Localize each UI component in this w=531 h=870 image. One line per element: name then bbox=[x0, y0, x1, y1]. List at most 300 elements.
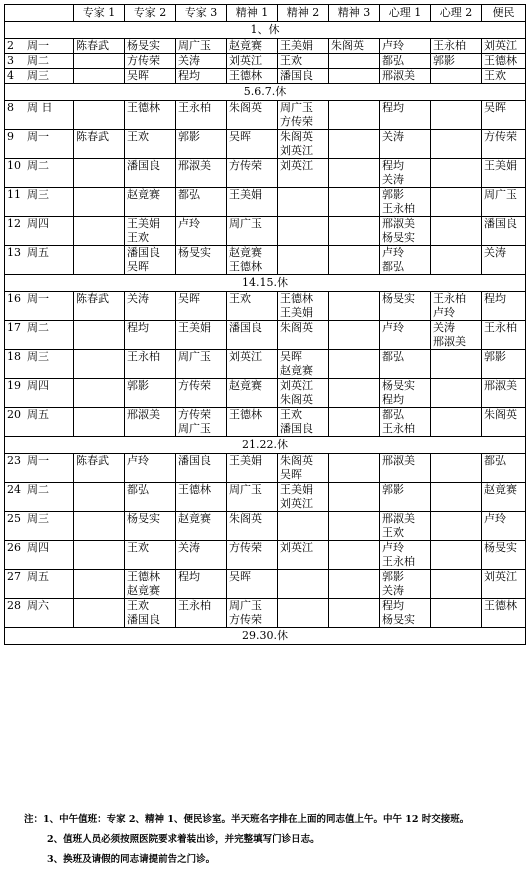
staff-name: 都弘 bbox=[382, 54, 404, 67]
duty-cell bbox=[176, 599, 227, 628]
weekday: 周一 bbox=[27, 130, 49, 143]
staff-name: 卢玲 bbox=[178, 217, 200, 230]
weekday: 周一 bbox=[27, 39, 49, 52]
staff-name: 吴晖 bbox=[280, 350, 302, 363]
staff-name: 吴晖 bbox=[127, 260, 149, 273]
duty-cell bbox=[125, 379, 176, 408]
date-number: 8 bbox=[7, 101, 14, 114]
duty-cell bbox=[278, 54, 329, 69]
duty-cell bbox=[431, 54, 482, 69]
staff-name: 王欢 bbox=[382, 526, 404, 539]
date-cell bbox=[5, 188, 74, 217]
duty-cell bbox=[278, 570, 329, 599]
staff-name: 刘英江 bbox=[280, 144, 313, 157]
staff-name: 王欢 bbox=[280, 408, 302, 421]
duty-cell bbox=[329, 512, 380, 541]
staff-name: 王永柏 bbox=[382, 555, 415, 568]
day-row bbox=[5, 570, 526, 599]
duty-cell bbox=[74, 54, 125, 69]
header-column: 精神 3 bbox=[329, 5, 380, 22]
duty-cell bbox=[482, 188, 526, 217]
staff-name: 关涛 bbox=[178, 54, 200, 67]
duty-cell bbox=[482, 246, 526, 275]
staff-name: 都弘 bbox=[484, 454, 506, 467]
staff-name: 王德林 bbox=[127, 570, 160, 583]
duty-cell bbox=[74, 188, 125, 217]
staff-name: 周广玉 bbox=[178, 39, 211, 52]
note-1: 注：1、中午值班：专家 2、精神 1、便民诊室。半天班名字排在上面的同志值上午。中午 12 时交接班。 bbox=[24, 814, 470, 825]
duty-cell bbox=[227, 54, 278, 69]
date-cell bbox=[5, 101, 74, 130]
duty-cell bbox=[329, 570, 380, 599]
weekday: 周三 bbox=[27, 69, 49, 82]
staff-name: 潘国良 bbox=[484, 217, 517, 230]
date-number: 11 bbox=[7, 188, 21, 201]
duty-cell bbox=[329, 541, 380, 570]
weekday: 周二 bbox=[27, 54, 49, 67]
duty-cell bbox=[380, 159, 431, 188]
weekday: 周三 bbox=[27, 188, 49, 201]
date-cell bbox=[5, 379, 74, 408]
duty-cell bbox=[125, 321, 176, 350]
duty-cell bbox=[125, 599, 176, 628]
date-number: 20 bbox=[7, 408, 21, 421]
duty-cell bbox=[125, 159, 176, 188]
date-number: 27 bbox=[7, 570, 21, 583]
staff-name: 周广玉 bbox=[178, 350, 211, 363]
staff-name: 朱阁英 bbox=[484, 408, 517, 421]
staff-name: 吴晖 bbox=[229, 130, 251, 143]
date-cell bbox=[5, 39, 74, 54]
staff-name: 王美娟 bbox=[127, 217, 160, 230]
duty-cell bbox=[329, 350, 380, 379]
date-number: 16 bbox=[7, 292, 21, 305]
header-row bbox=[5, 5, 526, 22]
header-column: 精神 1 bbox=[227, 5, 278, 22]
duty-cell bbox=[278, 292, 329, 321]
staff-name: 王德林 bbox=[229, 408, 262, 421]
duty-cell bbox=[278, 454, 329, 483]
header-column: 心理 2 bbox=[431, 5, 482, 22]
date-number: 24 bbox=[7, 483, 21, 496]
day-row bbox=[5, 39, 526, 54]
duty-cell bbox=[227, 350, 278, 379]
staff-name: 王欢 bbox=[127, 231, 149, 244]
staff-name: 周广玉 bbox=[229, 483, 262, 496]
staff-name: 朱阁英 bbox=[331, 39, 364, 52]
date-number: 12 bbox=[7, 217, 21, 230]
staff-name: 邢淑美 bbox=[382, 512, 415, 525]
staff-name: 王永柏 bbox=[433, 39, 466, 52]
weekday: 周二 bbox=[27, 321, 49, 334]
duty-cell bbox=[227, 321, 278, 350]
duty-cell bbox=[380, 570, 431, 599]
staff-name: 王永柏 bbox=[178, 599, 211, 612]
duty-cell bbox=[431, 541, 482, 570]
duty-cell bbox=[125, 292, 176, 321]
duty-cell bbox=[176, 69, 227, 84]
staff-name: 邢淑美 bbox=[127, 408, 160, 421]
day-row bbox=[5, 512, 526, 541]
staff-name: 卢玲 bbox=[484, 512, 506, 525]
duty-cell bbox=[278, 130, 329, 159]
duty-cell bbox=[278, 159, 329, 188]
duty-cell bbox=[176, 217, 227, 246]
duty-cell bbox=[176, 454, 227, 483]
duty-cell bbox=[176, 408, 227, 437]
staff-name: 潘国良 bbox=[229, 321, 262, 334]
duty-cell bbox=[380, 246, 431, 275]
duty-cell bbox=[227, 454, 278, 483]
day-row bbox=[5, 454, 526, 483]
duty-cell bbox=[482, 599, 526, 628]
staff-name: 杨旻实 bbox=[127, 512, 160, 525]
duty-cell bbox=[329, 54, 380, 69]
weekday: 周四 bbox=[27, 541, 49, 554]
duty-cell bbox=[380, 39, 431, 54]
staff-name: 方传荣 bbox=[484, 130, 517, 143]
duty-cell bbox=[125, 512, 176, 541]
duty-cell bbox=[482, 379, 526, 408]
staff-name: 程均 bbox=[382, 101, 404, 114]
duty-cell bbox=[431, 292, 482, 321]
duty-cell bbox=[482, 39, 526, 54]
staff-name: 王德林 bbox=[229, 69, 262, 82]
staff-name: 刘英江 bbox=[280, 379, 313, 392]
staff-name: 都弘 bbox=[178, 188, 200, 201]
duty-cell bbox=[278, 483, 329, 512]
duty-cell bbox=[278, 512, 329, 541]
duty-cell bbox=[74, 292, 125, 321]
staff-name: 潘国良 bbox=[178, 454, 211, 467]
rest-label: 1、休 bbox=[5, 22, 526, 39]
day-row bbox=[5, 217, 526, 246]
staff-name: 卢玲 bbox=[127, 454, 149, 467]
date-cell bbox=[5, 217, 74, 246]
staff-name: 王欢 bbox=[127, 541, 149, 554]
duty-cell bbox=[125, 54, 176, 69]
staff-name: 卢玲 bbox=[382, 541, 404, 554]
day-row bbox=[5, 188, 526, 217]
staff-name: 卢玲 bbox=[433, 306, 455, 319]
duty-cell bbox=[380, 408, 431, 437]
staff-name: 方传荣 bbox=[127, 54, 160, 67]
date-cell bbox=[5, 483, 74, 512]
staff-name: 赵竟赛 bbox=[484, 483, 517, 496]
duty-cell bbox=[176, 292, 227, 321]
duty-cell bbox=[125, 217, 176, 246]
staff-name: 王欢 bbox=[127, 599, 149, 612]
staff-name: 赵竟赛 bbox=[280, 364, 313, 377]
day-row bbox=[5, 350, 526, 379]
staff-name: 陈春武 bbox=[76, 39, 109, 52]
weekday: 周二 bbox=[27, 483, 49, 496]
duty-cell bbox=[431, 599, 482, 628]
staff-name: 王美娟 bbox=[178, 321, 211, 334]
duty-cell bbox=[380, 350, 431, 379]
staff-name: 吴晖 bbox=[127, 69, 149, 82]
duty-cell bbox=[482, 350, 526, 379]
duty-cell bbox=[482, 69, 526, 84]
notes-section bbox=[24, 810, 524, 870]
staff-name: 关涛 bbox=[382, 130, 404, 143]
staff-name: 刘英江 bbox=[484, 39, 517, 52]
day-row bbox=[5, 246, 526, 275]
staff-name: 邢淑美 bbox=[178, 159, 211, 172]
duty-cell bbox=[227, 159, 278, 188]
duty-cell bbox=[482, 570, 526, 599]
date-number: 2 bbox=[7, 39, 14, 52]
duty-cell bbox=[227, 130, 278, 159]
duty-cell bbox=[176, 130, 227, 159]
weekday: 周六 bbox=[27, 599, 49, 612]
duty-cell bbox=[329, 379, 380, 408]
duty-cell bbox=[125, 408, 176, 437]
duty-cell bbox=[278, 101, 329, 130]
duty-cell bbox=[74, 39, 125, 54]
staff-name: 王美娟 bbox=[280, 306, 313, 319]
duty-cell bbox=[176, 246, 227, 275]
date-cell bbox=[5, 570, 74, 599]
staff-name: 刘英江 bbox=[280, 159, 313, 172]
duty-cell bbox=[176, 570, 227, 599]
staff-name: 卢玲 bbox=[382, 246, 404, 259]
weekday: 周一 bbox=[27, 292, 49, 305]
duty-cell bbox=[227, 541, 278, 570]
duty-cell bbox=[431, 39, 482, 54]
duty-cell bbox=[74, 350, 125, 379]
staff-name: 王永柏 bbox=[127, 350, 160, 363]
duty-cell bbox=[74, 599, 125, 628]
duty-cell bbox=[125, 570, 176, 599]
staff-name: 朱阁英 bbox=[280, 321, 313, 334]
staff-name: 王德林 bbox=[229, 260, 262, 273]
staff-name: 周广玉 bbox=[178, 422, 211, 435]
duty-cell bbox=[380, 130, 431, 159]
duty-cell bbox=[176, 321, 227, 350]
note-3: 3、换班及请假的同志请提前告之门诊。 bbox=[47, 854, 216, 865]
duty-cell bbox=[431, 350, 482, 379]
staff-name: 王德林 bbox=[484, 54, 517, 67]
date-cell bbox=[5, 454, 74, 483]
staff-name: 王永柏 bbox=[382, 202, 415, 215]
duty-cell bbox=[74, 512, 125, 541]
duty-roster-table bbox=[4, 4, 526, 645]
staff-name: 朱阁英 bbox=[280, 454, 313, 467]
date-number: 4 bbox=[7, 69, 14, 82]
duty-cell bbox=[176, 159, 227, 188]
duty-cell bbox=[74, 69, 125, 84]
duty-cell bbox=[482, 217, 526, 246]
staff-name: 赵竟赛 bbox=[127, 584, 160, 597]
duty-cell bbox=[176, 188, 227, 217]
staff-name: 方传荣 bbox=[229, 541, 262, 554]
duty-cell bbox=[431, 379, 482, 408]
duty-cell bbox=[380, 101, 431, 130]
duty-cell bbox=[482, 454, 526, 483]
date-cell bbox=[5, 69, 74, 84]
date-cell bbox=[5, 54, 74, 69]
roster-body bbox=[5, 22, 526, 645]
weekday: 周一 bbox=[27, 454, 49, 467]
duty-cell bbox=[482, 159, 526, 188]
duty-cell bbox=[74, 130, 125, 159]
staff-name: 邢淑美 bbox=[484, 379, 517, 392]
duty-cell bbox=[329, 292, 380, 321]
staff-name: 王德林 bbox=[484, 599, 517, 612]
duty-cell bbox=[278, 350, 329, 379]
duty-cell bbox=[431, 512, 482, 541]
date-cell bbox=[5, 599, 74, 628]
date-cell bbox=[5, 321, 74, 350]
rest-row bbox=[5, 437, 526, 454]
duty-cell bbox=[278, 39, 329, 54]
duty-cell bbox=[176, 483, 227, 512]
staff-name: 郭影 bbox=[178, 130, 200, 143]
rest-label: 14.15.休 bbox=[5, 275, 526, 292]
date-number: 10 bbox=[7, 159, 21, 172]
staff-name: 杨旻实 bbox=[382, 379, 415, 392]
staff-name: 卢玲 bbox=[382, 39, 404, 52]
date-cell bbox=[5, 541, 74, 570]
duty-cell bbox=[176, 512, 227, 541]
duty-cell bbox=[74, 379, 125, 408]
staff-name: 陈春武 bbox=[76, 454, 109, 467]
duty-cell bbox=[227, 599, 278, 628]
duty-cell bbox=[227, 188, 278, 217]
duty-cell bbox=[380, 483, 431, 512]
staff-name: 邢淑美 bbox=[433, 335, 466, 348]
staff-name: 郭影 bbox=[127, 379, 149, 392]
date-number: 3 bbox=[7, 54, 14, 67]
day-row bbox=[5, 408, 526, 437]
duty-cell bbox=[329, 188, 380, 217]
duty-cell bbox=[482, 512, 526, 541]
duty-cell bbox=[74, 246, 125, 275]
duty-cell bbox=[74, 101, 125, 130]
duty-cell bbox=[74, 159, 125, 188]
date-number: 19 bbox=[7, 379, 21, 392]
header-column: 专家 1 bbox=[74, 5, 125, 22]
duty-cell bbox=[329, 246, 380, 275]
duty-cell bbox=[482, 408, 526, 437]
staff-name: 赵竟赛 bbox=[178, 512, 211, 525]
staff-name: 王永柏 bbox=[484, 321, 517, 334]
staff-name: 方传荣 bbox=[178, 379, 211, 392]
duty-cell bbox=[380, 512, 431, 541]
staff-name: 吴晖 bbox=[178, 292, 200, 305]
header-date bbox=[5, 5, 74, 22]
date-number: 18 bbox=[7, 350, 21, 363]
duty-cell bbox=[278, 408, 329, 437]
date-number: 17 bbox=[7, 321, 21, 334]
duty-cell bbox=[431, 217, 482, 246]
duty-cell bbox=[482, 292, 526, 321]
staff-name: 朱阁英 bbox=[280, 393, 313, 406]
duty-cell bbox=[482, 101, 526, 130]
day-row bbox=[5, 130, 526, 159]
rest-label: 21.22.休 bbox=[5, 437, 526, 454]
staff-name: 方传荣 bbox=[280, 115, 313, 128]
staff-name: 王美娟 bbox=[484, 159, 517, 172]
duty-cell bbox=[278, 188, 329, 217]
duty-cell bbox=[278, 321, 329, 350]
header-column: 专家 2 bbox=[125, 5, 176, 22]
duty-cell bbox=[380, 69, 431, 84]
duty-cell bbox=[227, 292, 278, 321]
duty-cell bbox=[125, 350, 176, 379]
duty-cell bbox=[125, 69, 176, 84]
rest-row bbox=[5, 22, 526, 39]
duty-cell bbox=[431, 188, 482, 217]
duty-cell bbox=[125, 541, 176, 570]
duty-cell bbox=[74, 454, 125, 483]
duty-cell bbox=[125, 39, 176, 54]
staff-name: 王永柏 bbox=[433, 292, 466, 305]
duty-cell bbox=[74, 541, 125, 570]
staff-name: 周广玉 bbox=[229, 599, 262, 612]
duty-cell bbox=[227, 570, 278, 599]
duty-cell bbox=[227, 483, 278, 512]
weekday: 周五 bbox=[27, 408, 49, 421]
staff-name: 杨旻实 bbox=[127, 39, 160, 52]
duty-cell bbox=[329, 321, 380, 350]
duty-cell bbox=[431, 101, 482, 130]
staff-name: 杨旻实 bbox=[382, 231, 415, 244]
staff-name: 王欢 bbox=[484, 69, 506, 82]
day-row bbox=[5, 54, 526, 69]
staff-name: 杨旻实 bbox=[382, 292, 415, 305]
duty-cell bbox=[176, 350, 227, 379]
day-row bbox=[5, 379, 526, 408]
duty-cell bbox=[176, 379, 227, 408]
duty-cell bbox=[227, 217, 278, 246]
duty-cell bbox=[329, 69, 380, 84]
staff-name: 赵竟赛 bbox=[229, 246, 262, 259]
duty-cell bbox=[380, 454, 431, 483]
date-cell bbox=[5, 246, 74, 275]
staff-name: 程均 bbox=[178, 69, 200, 82]
weekday: 周二 bbox=[27, 159, 49, 172]
duty-cell bbox=[74, 408, 125, 437]
duty-cell bbox=[329, 217, 380, 246]
date-cell bbox=[5, 350, 74, 379]
staff-name: 王永柏 bbox=[178, 101, 211, 114]
date-cell bbox=[5, 408, 74, 437]
staff-name: 王欢 bbox=[127, 130, 149, 143]
date-cell bbox=[5, 159, 74, 188]
day-row bbox=[5, 483, 526, 512]
date-number: 13 bbox=[7, 246, 21, 259]
duty-cell bbox=[431, 246, 482, 275]
duty-cell bbox=[431, 130, 482, 159]
staff-name: 杨旻实 bbox=[484, 541, 517, 554]
date-number: 28 bbox=[7, 599, 21, 612]
day-row bbox=[5, 159, 526, 188]
duty-cell bbox=[278, 246, 329, 275]
duty-cell bbox=[125, 483, 176, 512]
rest-row bbox=[5, 275, 526, 292]
duty-cell bbox=[380, 54, 431, 69]
duty-cell bbox=[431, 454, 482, 483]
duty-cell bbox=[329, 483, 380, 512]
duty-cell bbox=[482, 321, 526, 350]
staff-name: 程均 bbox=[382, 159, 404, 172]
duty-cell bbox=[176, 39, 227, 54]
staff-name: 杨旻实 bbox=[178, 246, 211, 259]
staff-name: 关涛 bbox=[433, 321, 455, 334]
staff-name: 王欢 bbox=[229, 292, 251, 305]
